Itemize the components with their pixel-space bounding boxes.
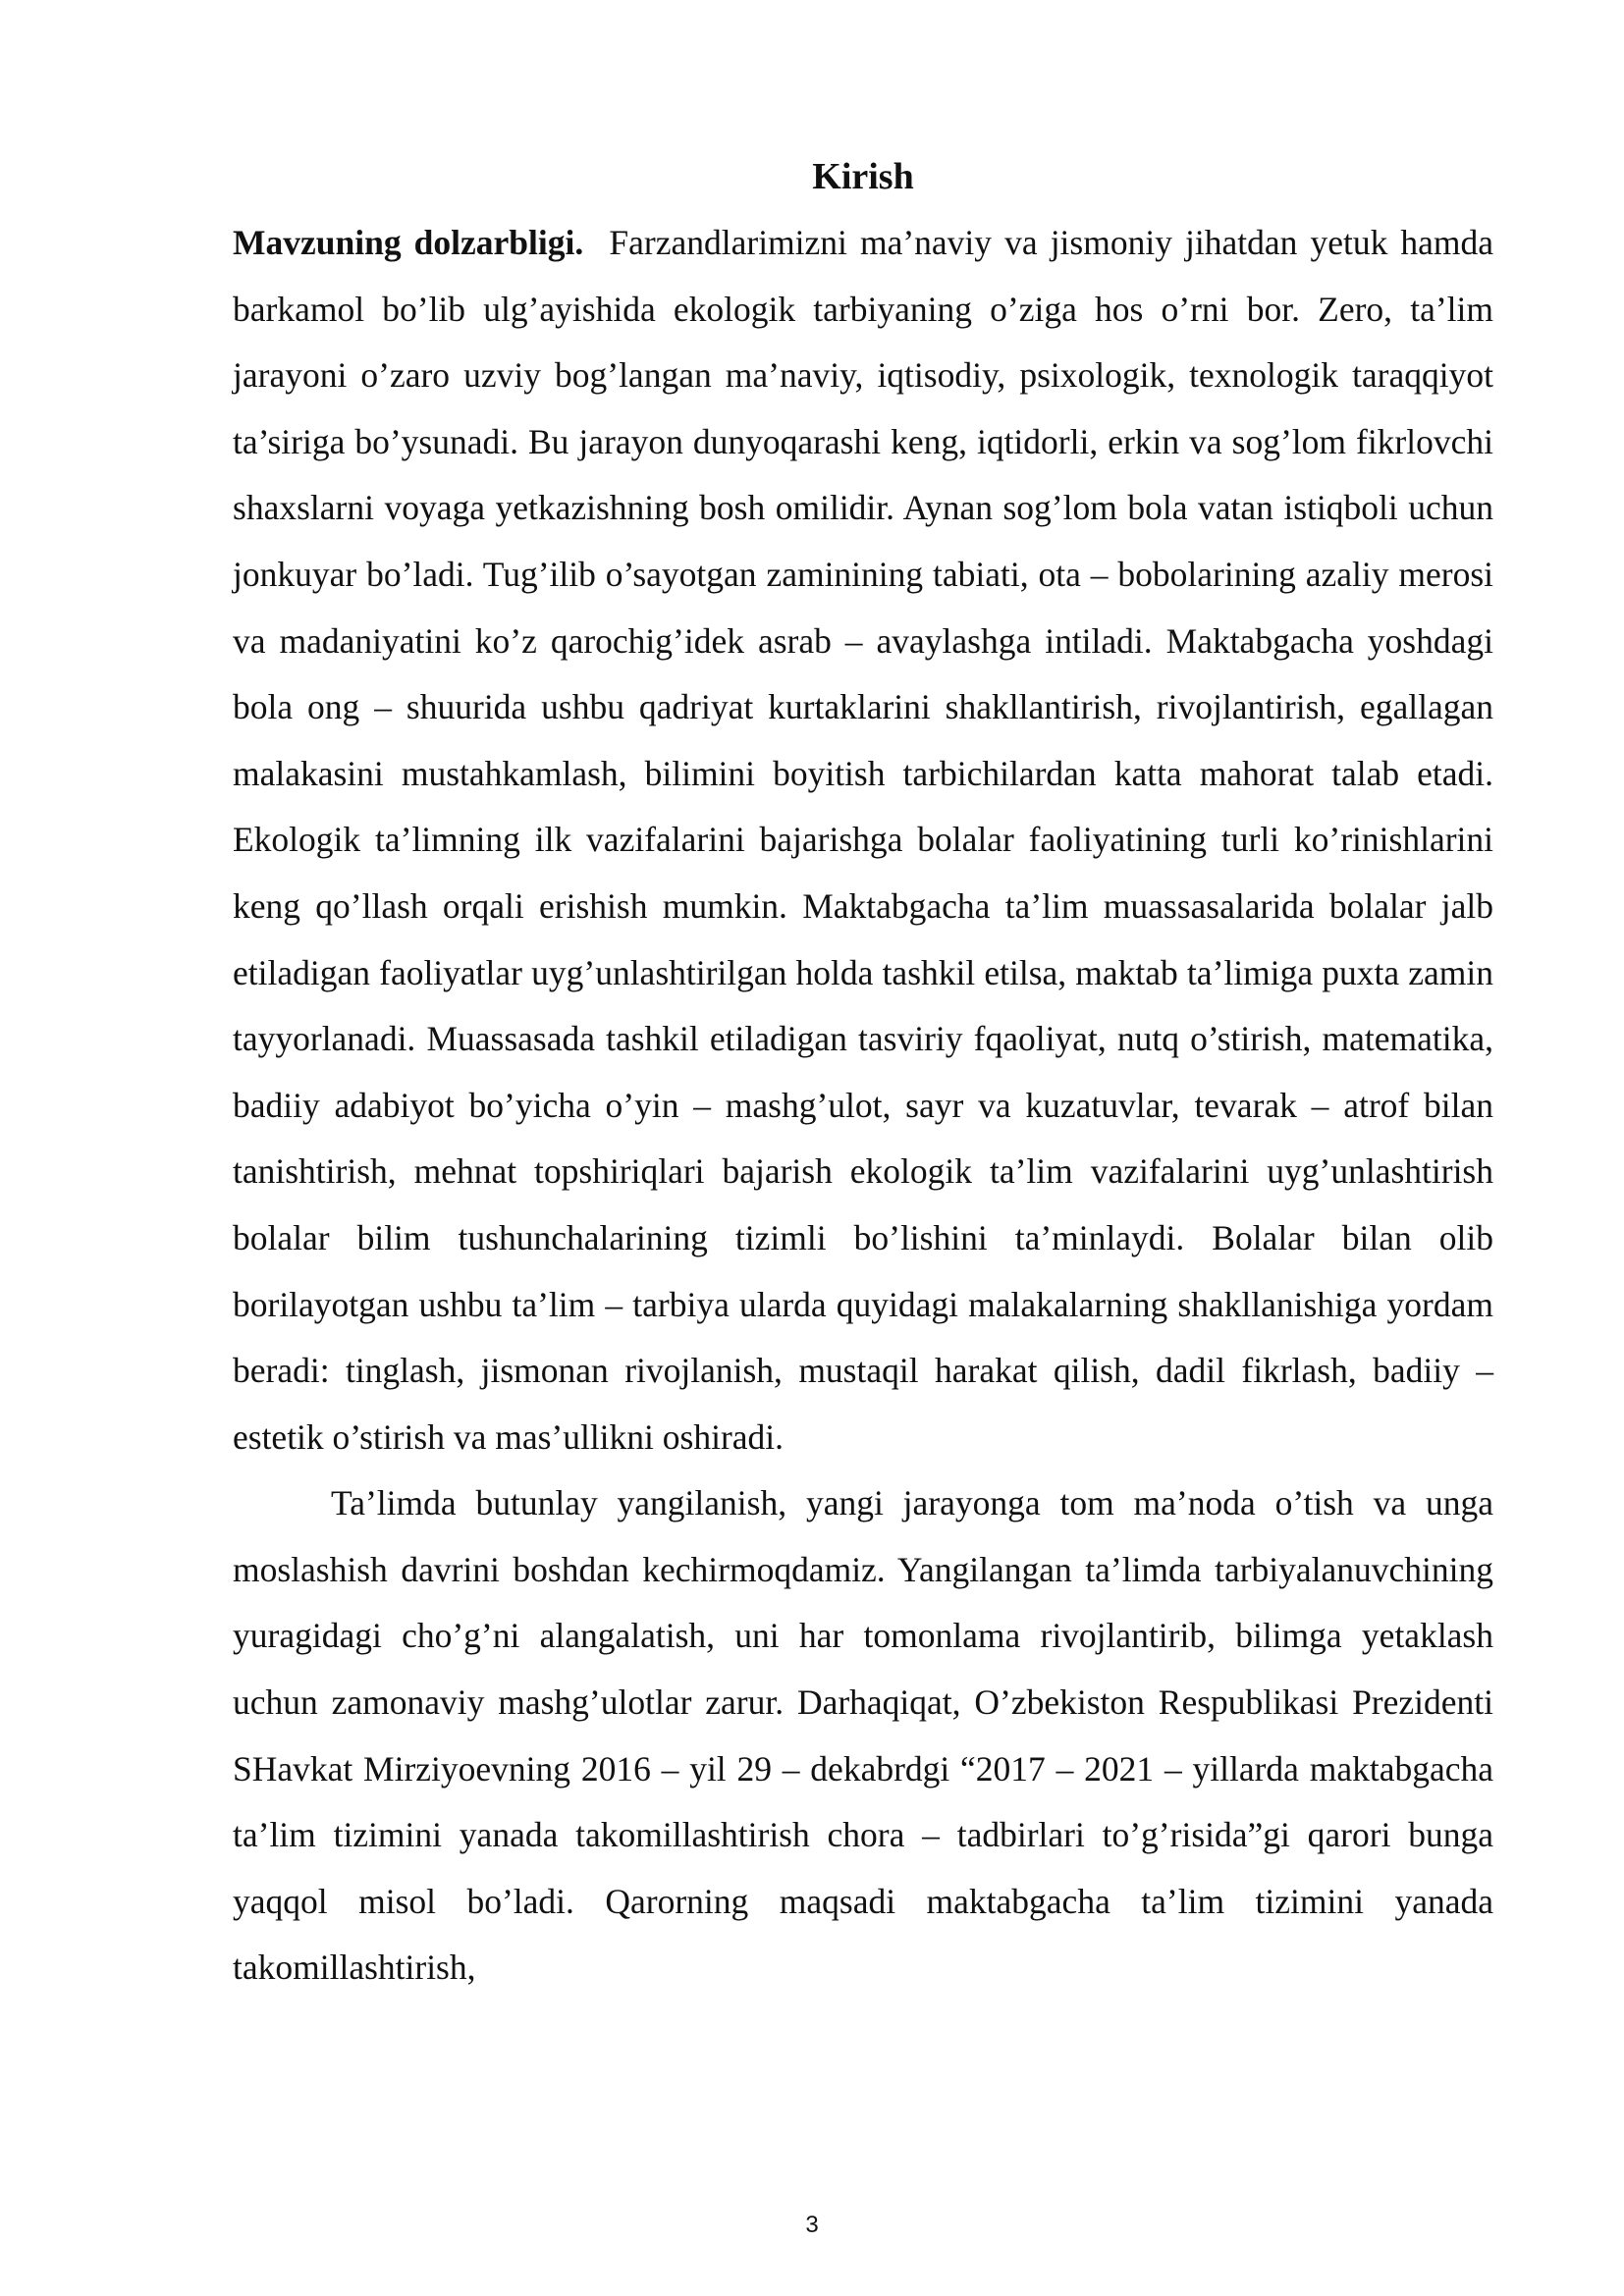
section-title: Kirish <box>812 156 914 197</box>
lead-spacer <box>583 223 609 262</box>
paragraph-2 <box>233 1470 1493 2002</box>
paragraph-lead-heading: Mavzuning dolzarbligi. <box>233 223 584 262</box>
page-number: 3 <box>805 2212 819 2238</box>
paragraph-2-text: Ta’limda butunlay yangilanish, yangi jarayonga tom ma’noda o’tish va unga moslashish davrini boshdan kechirmoqdamiz. Yangilangan ta’limda tarbiyalanuvchining yuragidagi cho’g’ni alangalatish, uni har tomonlama rivojlantirib, bilimga yetaklash uchun zamonaviy mashg’ulotlar zarur. Darhaqiqat, O’zbekiston Respublikasi Prezidenti SHavkat Mirziyoevning 2016 – yil 29 – dekabrdgi “2017 – 2021 – yillarda maktabgacha ta’lim tizimini yanada takomillashtirish chora – tadbirlari to’g’risida”gi qarori bunga yaqqol misol bo’ladi. Qarorning maqsadi maktabgacha ta’lim tizimini yanada takomillashtirish, <box>233 1483 1493 1988</box>
page-content <box>233 143 1493 2002</box>
paragraph-1-text: Farzandlarimizni ma’naviy va jismoniy jihatdan yetuk hamda barkamol bo’lib ulg’ayishida ekologik tarbiyaning o’ziga hos o’rni bor. Zero, ta’lim jarayoni o’zaro uzviy bog’langan ma’naviy, iqtisodiy, psixologik, texnologik taraqqiyot ta’siriga bo’ysunadi. Bu jarayon dunyoqarashi keng, iqtidorli, erkin va sog’lom fikrlovchi shaxslarni voyaga yetkazishning bosh omilidir. Aynan sog’lom bola vatan istiqboli uchun jonkuyar bo’ladi. Tug’ilib o’sayotgan zaminining tabiati, ota – bobolarining azaliy merosi va madaniyatini ko’z qarochig’idek asrab – avaylashga intiladi. Maktabgacha yoshdagi bola ong – shuurida ushbu qadriyat kurtaklarini shakllantirish, rivojlantirish, egallagan malakasini mustahkamlash, bilimini boyitish tarbichilardan katta mahorat talab etadi. Ekologik ta’limning ilk vazifalarini bajarishga bolalar faoliyatining turli ko’rinishlarini keng qo’llash orqali erishish mumkin. Maktabgacha ta’lim muassasalarida bolalar jalb etiladigan faoliyatlar uyg’unlashtirilgan holda tashkil etilsa, maktab ta’limiga puxta zamin tayyorlanadi. Muassasada tashkil etiladigan tasviriy fqaoliyat, nutq o’stirish, matematika, badiiy adabiyot bo’yicha o’yin – mashg’ulot, sayr va kuzatuvlar, tevarak – atrof bilan tanishtirish, mehnat topshiriqlari bajarish ekologik ta’lim vazifalarini uyg’unlashtirish bolalar bilim tushunchalarining tizimli bo’lishini ta’minlaydi. Bolalar bilan olib borilayotgan ushbu ta’lim – tarbiya ularda quyidagi malakalarning shakllanishiga yordam beradi: tinglash, jismonan rivojlanish, mustaqil harakat qilish, dadil fikrlash, badiiy – estetik o’stirish va mas’ullikni oshiradi. <box>233 223 1494 1457</box>
paragraph-1 <box>233 210 1493 1470</box>
